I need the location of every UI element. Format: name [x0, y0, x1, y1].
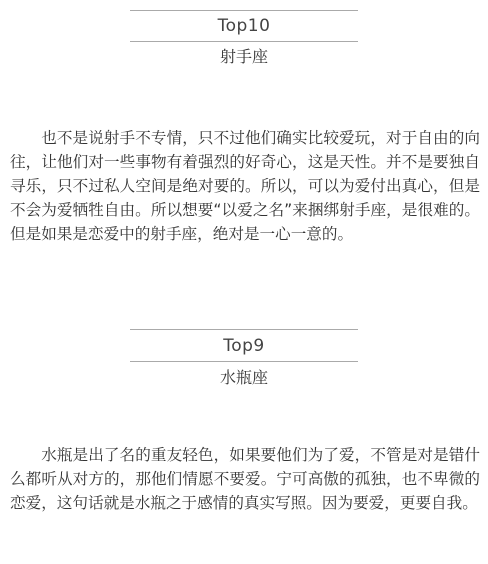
top9-rule-top: [130, 329, 358, 330]
section-rank-top9: Top9: [223, 336, 265, 356]
section-body-aquarius: 水瓶是出了名的重友轻色，如果要他们为了爱，不管是对是错什么都听从对方的，那他们情愿不要爱。宁可高傲的孤独，也不卑微的恋爱，这句话就是水瓶之于感情的真实写照。因为要爱，更要自我。: [10, 446, 480, 512]
top10-rule-middle: [130, 41, 358, 42]
top9-rule-middle: [130, 361, 358, 362]
section-sign-aquarius: 水瓶座: [219, 368, 268, 387]
section-body-sagittarius: 也不是说射手不专情，只不过他们确实比较爱玩，对于自由的向往，让他们对一些事物有着强烈的好奇心，这是天性。并不是要独自寻乐，只不过私人空间是绝对要的。所以，可以为爱付出真心，但是不会为爱牺牲自由。所以想要“以爱之名”来捆绑射手座，是很难的。但是如果是恋爱中的射手座，绝对是一心一意的。: [10, 129, 480, 243]
section-sign-sagittarius: 射手座: [219, 47, 268, 66]
top10-rule-top: [130, 10, 358, 11]
section-rank-top10: Top10: [217, 16, 271, 36]
